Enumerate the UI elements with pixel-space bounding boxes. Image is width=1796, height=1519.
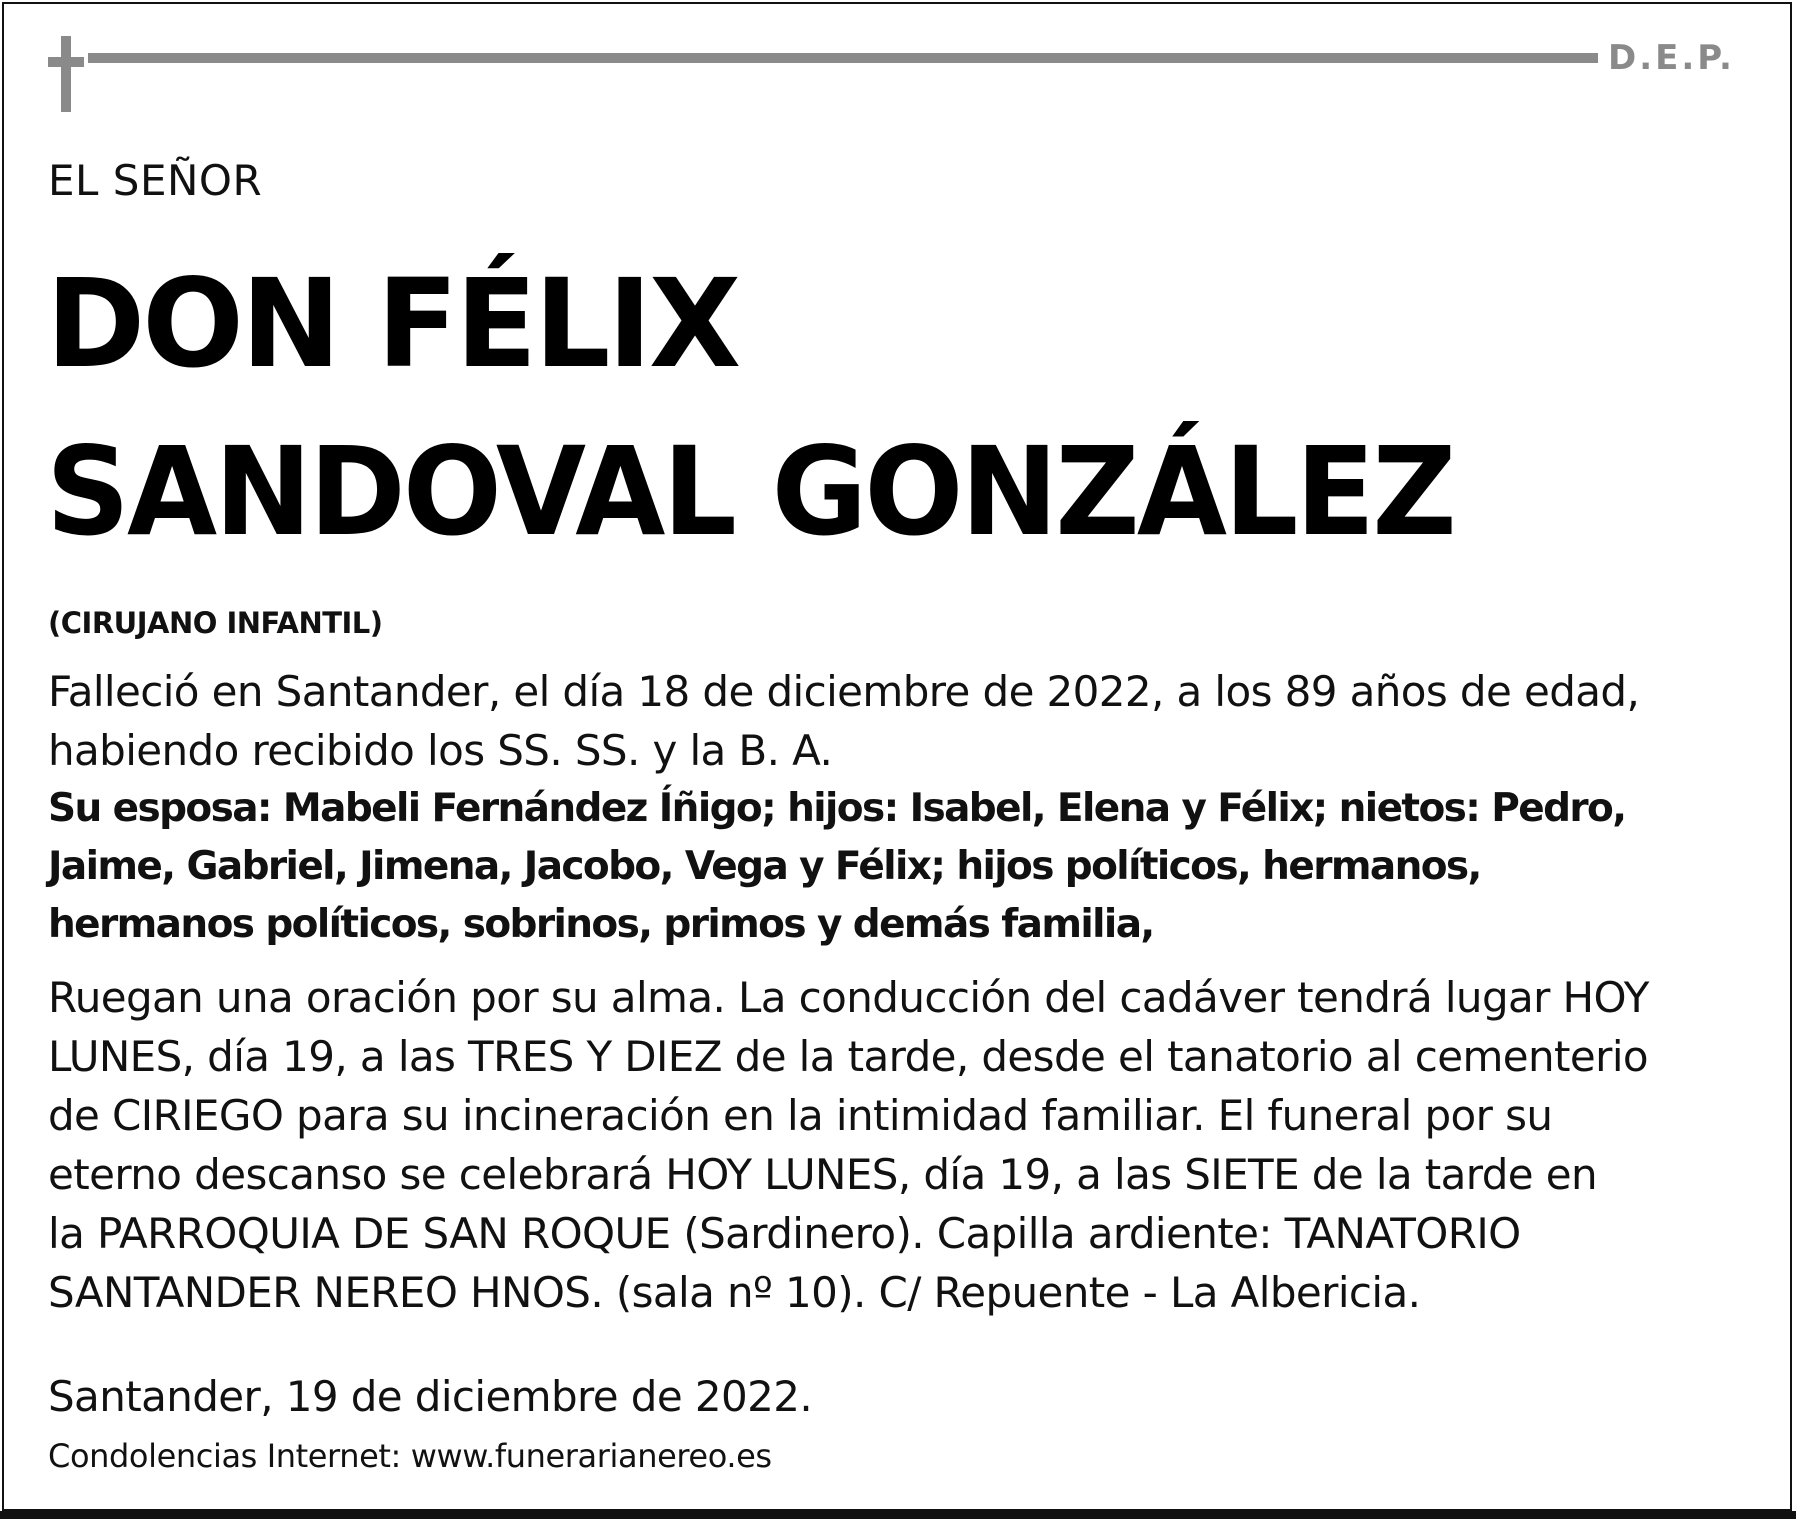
ceremony-line: Ruegan una oración por su alma. La conducción del cadáver tendrá lugar HOY bbox=[48, 973, 1649, 1022]
deceased-name-line2: SANDOVAL GONZÁLEZ bbox=[46, 421, 1454, 563]
header-rule bbox=[88, 53, 1598, 63]
cross-icon bbox=[48, 36, 84, 112]
family-line: Jaime, Gabriel, Jimena, Jacobo, Vega y Félix; hijos políticos, hermanos, bbox=[48, 844, 1481, 889]
family-line: Su esposa: Mabeli Fernández Íñigo; hijos: Isabel, Elena y Félix; nietos: Pedro, bbox=[48, 786, 1626, 831]
ceremony-line: de CIRIEGO para su incineración en la intimidad familiar. El funeral por su bbox=[48, 1091, 1553, 1140]
family-paragraph bbox=[48, 780, 1625, 954]
condolences-link: Condolencias Internet: www.funerarianereo.es bbox=[48, 1437, 772, 1475]
profession: (CIRUJANO INFANTIL) bbox=[48, 606, 383, 640]
honorific: EL SEÑOR bbox=[48, 156, 263, 205]
ceremony-line: SANTANDER NEREO HNOS. (sala nº 10). C/ Repuente - La Albericia. bbox=[48, 1268, 1421, 1317]
ceremony-line: LUNES, día 19, a las TRES Y DIEZ de la tarde, desde el tanatorio al cementerio bbox=[48, 1032, 1648, 1081]
dep-label: D.E.P. bbox=[1608, 38, 1735, 78]
family-line: hermanos políticos, sobrinos, primos y demás familia, bbox=[48, 902, 1154, 947]
ceremony-paragraph bbox=[48, 968, 1758, 1322]
bottom-rule bbox=[0, 1511, 1796, 1519]
death-paragraph bbox=[48, 662, 1758, 780]
deceased-name-line1: DON FÉLIX bbox=[46, 253, 739, 395]
death-line: habiendo recibido los SS. SS. y la B. A. bbox=[48, 726, 833, 775]
place-date: Santander, 19 de diciembre de 2022. bbox=[48, 1372, 813, 1421]
ceremony-line: eterno descanso se celebrará HOY LUNES, día 19, a las SIETE de la tarde en bbox=[48, 1150, 1598, 1199]
ceremony-line: la PARROQUIA DE SAN ROQUE (Sardinero). Capilla ardiente: TANATORIO bbox=[48, 1209, 1521, 1258]
death-line: Falleció en Santander, el día 18 de diciembre de 2022, a los 89 años de edad, bbox=[48, 667, 1640, 716]
